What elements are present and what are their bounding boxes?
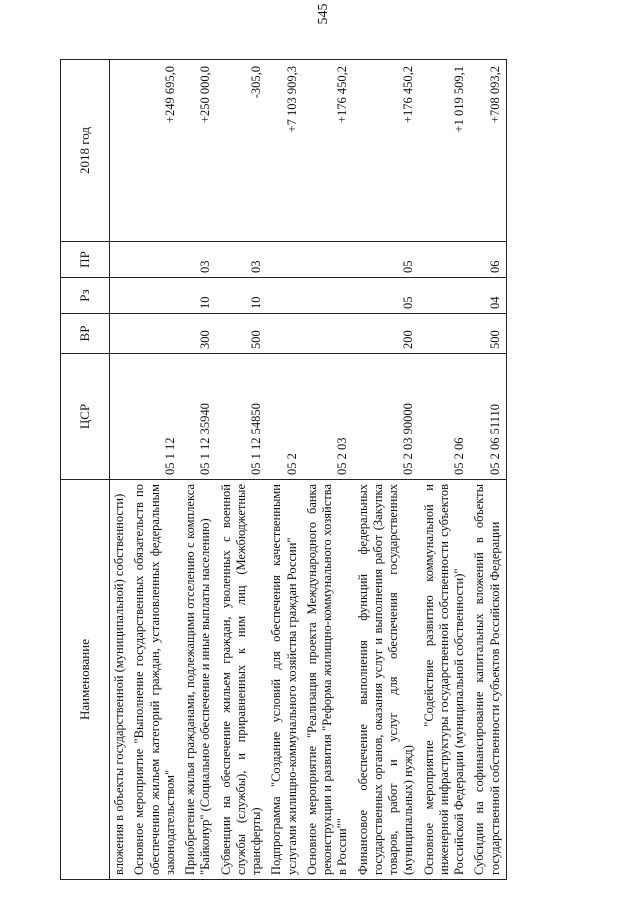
row-csr: 05 1 12 35940	[181, 354, 217, 480]
row-pr	[420, 242, 471, 278]
row-pr	[303, 242, 354, 278]
row-name: вложения в объекты государственной (муниципальной) собственности)	[110, 480, 131, 880]
row-pr	[267, 242, 303, 278]
table-row	[267, 60, 303, 880]
table-row	[420, 60, 471, 880]
row-csr: 05 1 12	[130, 354, 181, 480]
row-vr: 200	[354, 314, 420, 354]
table-row	[303, 60, 354, 880]
row-rz: 10	[217, 278, 268, 314]
row-vr	[420, 314, 471, 354]
row-name: Финансовое обеспечение выполнения функций федеральных государственных органов, оказания услуг и выполнения работ (Закупка товаров, работ и услуг для обеспечения государственных (муниципальных) нужд)	[354, 480, 420, 880]
row-rz	[303, 278, 354, 314]
row-pr: 06	[470, 242, 506, 278]
header-rz: Рз	[61, 278, 110, 314]
row-amount	[110, 60, 131, 242]
table-header-row	[61, 60, 110, 880]
row-amount: +1 019 509,1	[420, 60, 471, 242]
row-csr: 05 2 03	[303, 354, 354, 480]
row-vr	[303, 314, 354, 354]
row-vr	[110, 314, 131, 354]
header-pr: ПР	[61, 242, 110, 278]
header-name: Наименование	[61, 480, 110, 880]
row-vr: 500	[470, 314, 506, 354]
row-name: Основное мероприятие "Выполнение государственных обязательств по обеспечению жильем категорий граждан, установленных федеральным законодательством"	[130, 480, 181, 880]
header-vr: ВР	[61, 314, 110, 354]
row-rz	[267, 278, 303, 314]
row-amount: +176 450,2	[354, 60, 420, 242]
row-csr: 05 2	[267, 354, 303, 480]
row-vr	[267, 314, 303, 354]
budget-table	[60, 59, 507, 880]
row-csr: 05 1 12 54850	[217, 354, 268, 480]
table-row	[181, 60, 217, 880]
row-rz	[110, 278, 131, 314]
row-rz: 04	[470, 278, 506, 314]
row-pr	[110, 242, 131, 278]
header-csr: ЦСР	[61, 354, 110, 480]
row-name: Приобретение жилья гражданами, подлежащими отселению с комплекса "Байконур" (Социальное обеспечение и иные выплаты населению)	[181, 480, 217, 880]
row-rz: 10	[181, 278, 217, 314]
row-amount: +176 450,2	[303, 60, 354, 242]
row-amount: -305,0	[217, 60, 268, 242]
row-rz	[420, 278, 471, 314]
row-name: Основное мероприятие "Содействие развитию коммунальной и инженерной инфраструктуры государственной собственности субъектов Российской Федерации (муниципальной собственности)"	[420, 480, 471, 880]
row-pr: 03	[181, 242, 217, 278]
row-name: Основное мероприятие "Реализация проекта Международного банка реконструкции и развития "Реформа жилищно-коммунального хозяйства в России""	[303, 480, 354, 880]
row-amount: +249 695,0	[130, 60, 181, 242]
row-rz	[130, 278, 181, 314]
row-csr	[110, 354, 131, 480]
row-name: Подпрограмма "Создание условий для обеспечения качественными услугами жилищно-коммунального хозяйства граждан России"	[267, 480, 303, 880]
table-row	[354, 60, 420, 880]
table-row	[470, 60, 506, 880]
row-name: Субвенции на обеспечение жильем граждан, уволенных с военной службы (службы), и приравненных к ним лиц (Межбюджетные трансферты)	[217, 480, 268, 880]
row-amount: +708 093,2	[470, 60, 506, 242]
page-number: 545	[316, 3, 331, 25]
table-row	[110, 60, 131, 880]
header-year: 2018 год	[61, 60, 110, 242]
row-csr: 05 2 06	[420, 354, 471, 480]
table-row	[130, 60, 181, 880]
row-name: Субсидии на софинансирование капитальных вложений в объекты государственной собственности субъектов Российской Федерации	[470, 480, 506, 880]
row-pr	[130, 242, 181, 278]
row-pr: 05	[354, 242, 420, 278]
rotated-budget-table	[60, 60, 588, 880]
row-amount: +250 000,0	[181, 60, 217, 242]
row-pr: 03	[217, 242, 268, 278]
row-vr	[130, 314, 181, 354]
table-row	[217, 60, 268, 880]
row-vr: 300	[181, 314, 217, 354]
row-vr: 500	[217, 314, 268, 354]
row-csr: 05 2 03 90000	[354, 354, 420, 480]
row-amount: +7 103 909,3	[267, 60, 303, 242]
row-csr: 05 2 06 51110	[470, 354, 506, 480]
row-rz: 05	[354, 278, 420, 314]
